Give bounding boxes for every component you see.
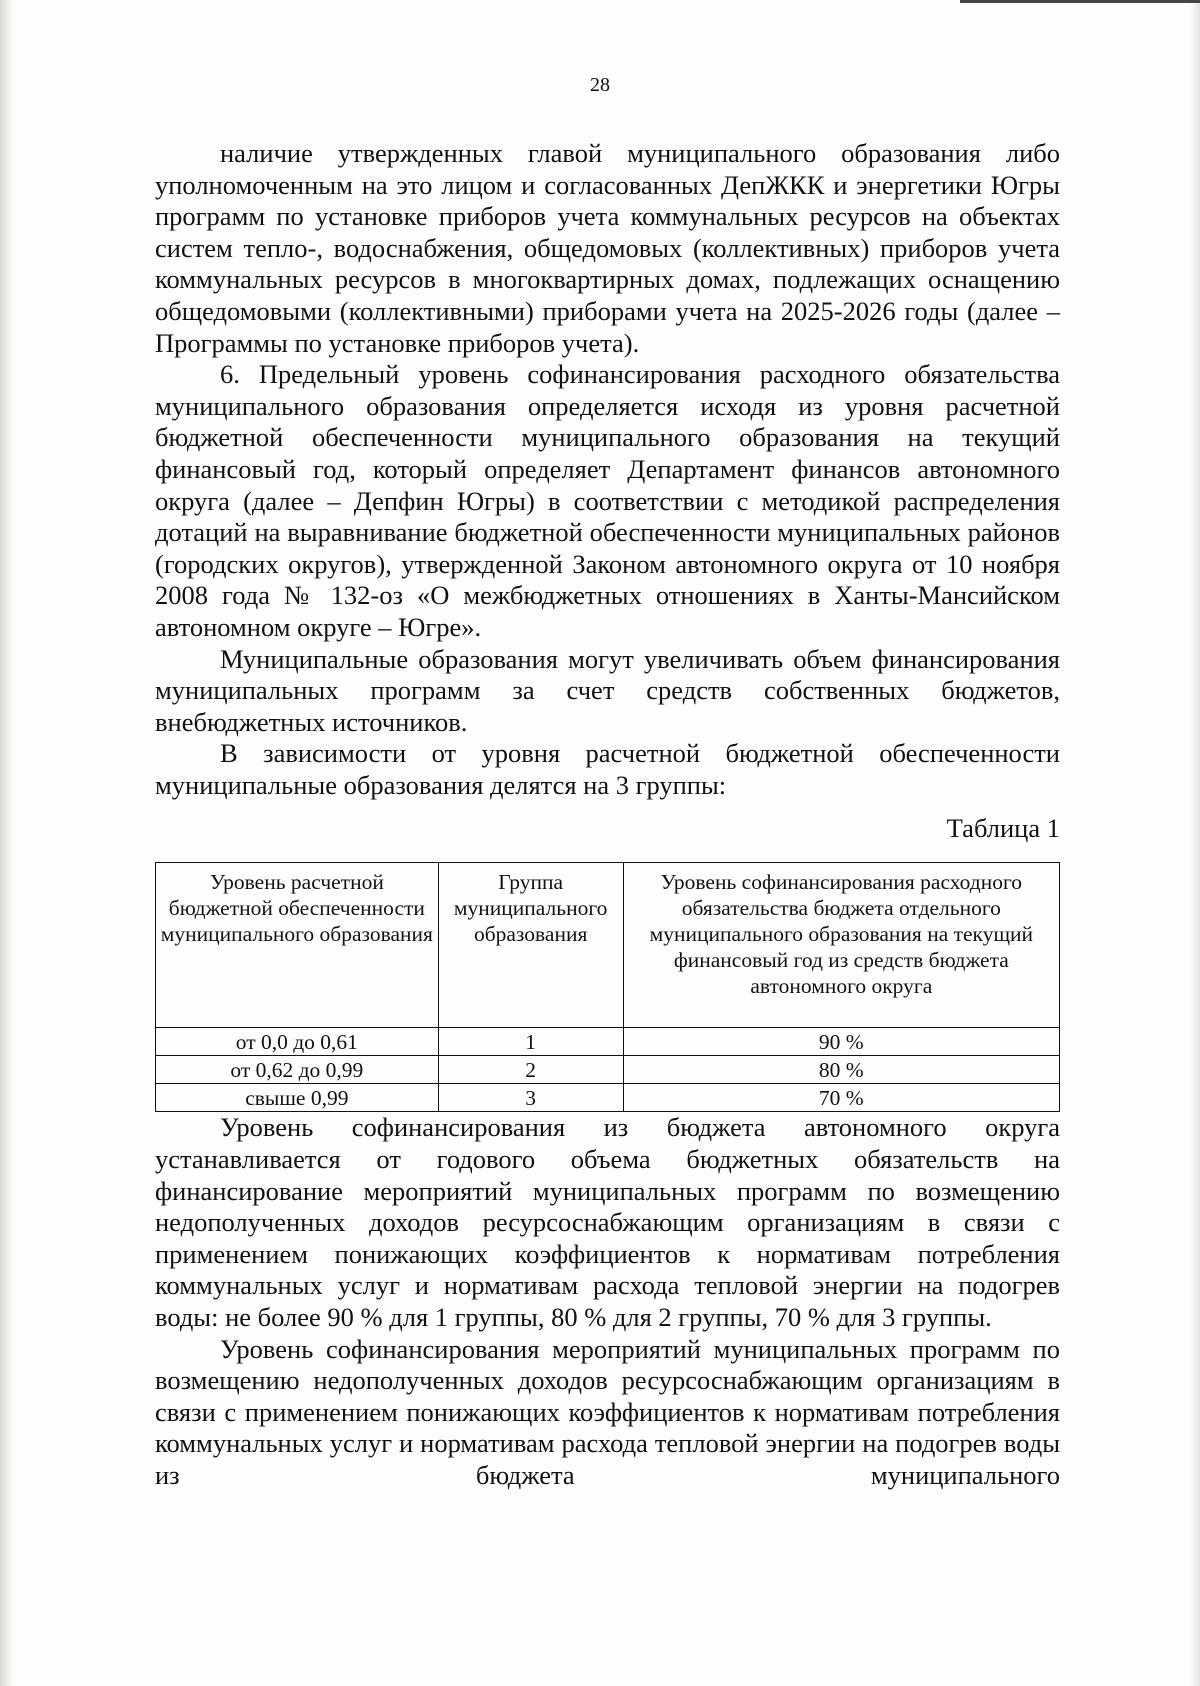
cell-level: свыше 0,99	[156, 1084, 439, 1112]
table-row	[156, 1084, 1060, 1112]
table-header-row	[156, 863, 1060, 1028]
cell-level: от 0,62 до 0,99	[156, 1056, 439, 1084]
table-caption: Таблица 1	[946, 813, 1060, 844]
cell-group: 1	[438, 1028, 623, 1056]
header-budget-level: Уровень расчетной бюджетной обеспеченности муниципального образования	[156, 863, 439, 1028]
header-municipal-group: Группа муниципального образования	[438, 863, 623, 1028]
paragraph-programs-condition: наличие утвержденных главой муниципального образования либо уполномоченным на это лицом и согласованных ДепЖКК и энергетики Югры программ по установке приборов учета коммунальных ресурсов на объектах систем тепло-, водоснабжения, общедомовых (коллективных) приборов учета коммунальных ресурсов в многоквартирных домах, подлежащих оснащению общедомовыми (коллективными) приборами учета на 2025-2026 годы (далее – Программы по установке приборов учета).	[155, 138, 1060, 358]
scan-edge-left	[0, 0, 14, 1686]
paragraph-cofinancing-limit: 6. Предельный уровень софинансирования расходного обязательства муниципального образования определяется исходя из уровня расчетной бюджетной обеспеченности муниципального образования на текущий финансовый год, который определяет Департамент финансов автономного округа (далее – Депфин Югры) в соответствии с методикой распределения дотаций на выравнивание бюджетной обеспеченности муниципальных районов (городских округов), утвержденной Законом автономного округа от 10 ноября 2008 года № 132-оз «О межбюджетных отношениях в Ханты-Мансийском автономном округе – Югре».	[155, 359, 1060, 642]
cell-rate: 90 %	[623, 1028, 1059, 1056]
scan-top-line	[960, 0, 1200, 3]
cell-rate: 70 %	[623, 1084, 1059, 1112]
table-row	[156, 1028, 1060, 1056]
cell-level: от 0,0 до 0,61	[156, 1028, 439, 1056]
header-cofinancing-rate: Уровень софинансирования расходного обязательства бюджета отдельного муниципального образования на текущий финансовый год из средств бюджета автономного округа	[623, 863, 1059, 1028]
document-body	[155, 138, 1060, 1492]
cell-group: 3	[438, 1084, 623, 1112]
cofinancing-groups-table	[155, 862, 1060, 1112]
cell-rate: 80 %	[623, 1056, 1059, 1084]
paragraph-municipal-cofinancing: Уровень софинансирования мероприятий муниципальных программ по возмещению недополученных доходов ресурсоснабжающим организациям в связи с применением понижающих коэффициентов к нормативам потребления коммунальных услуг и нормативам расхода тепловой энергии на подогрев воды из бюджета муниципального	[155, 1333, 1060, 1490]
table-row	[156, 1056, 1060, 1084]
paragraph-groups-intro: В зависимости от уровня расчетной бюджетной обеспеченности муниципальные образования делятся на 3 группы:	[155, 738, 1060, 800]
paragraph-cofinancing-level: Уровень софинансирования из бюджета автономного округа устанавливается от годового объема бюджетных обязательств на финансирование мероприятий муниципальных программ по возмещению недополученных доходов ресурсоснабжающим организациям в связи с применением понижающих коэффициентов к нормативам потребления коммунальных услуг и нормативам расхода тепловой энергии на подогрев воды: не более 90 % для 1 группы, 80 % для 2 группы, 70 % для 3 группы.	[155, 1112, 1060, 1333]
scan-edge-right	[1190, 0, 1200, 1686]
page-number: 28	[590, 74, 610, 96]
cell-group: 2	[438, 1056, 623, 1084]
paragraph-increase-financing: Муниципальные образования могут увеличивать объем финансирования муниципальных программ за счет средств собственных бюджетов, внебюджетных источников.	[155, 643, 1060, 737]
